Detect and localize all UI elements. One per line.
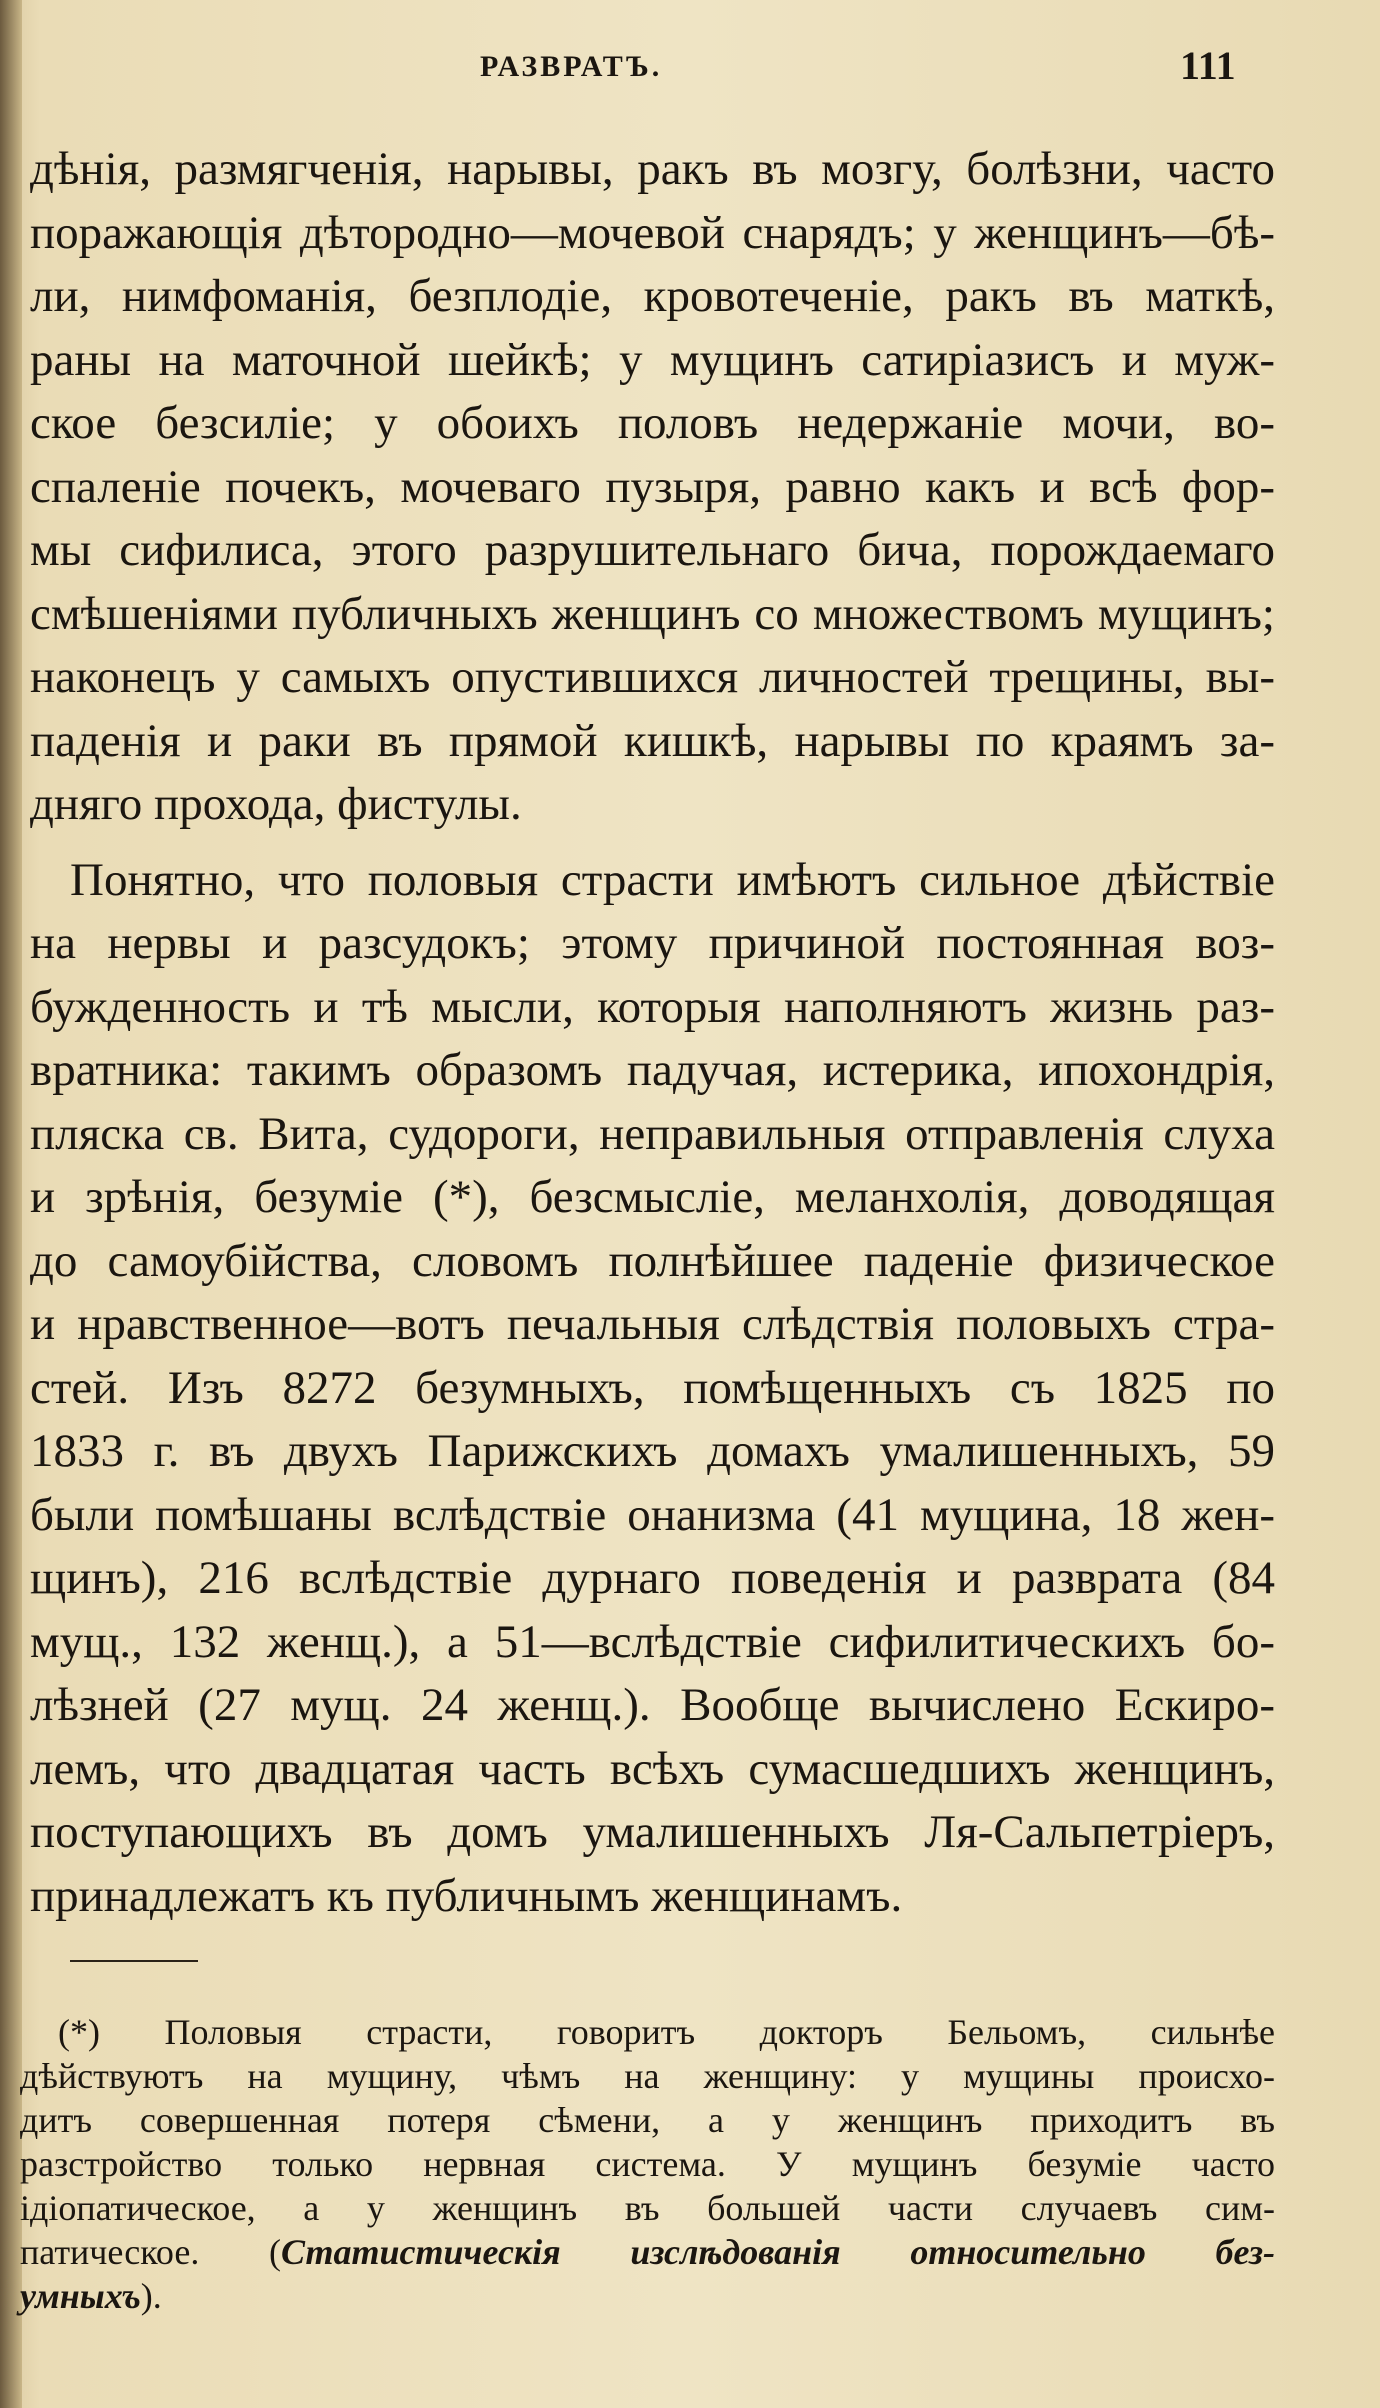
text-line: мы сифилиса, этого разрушительнаго бича, порождаемаго bbox=[30, 524, 1275, 576]
text-line: пляска св. Вита, судороги, неправильныя отправленія слуха bbox=[30, 1107, 1275, 1160]
footnote bbox=[20, 2010, 1275, 2318]
text-line: щинъ), 216 вслѣдствіе дурнаго поведенія и разврата (84 bbox=[30, 1552, 1275, 1604]
text-line: были помѣшаны вслѣдствіе онанизма (41 мущина, 18 жен- bbox=[30, 1488, 1275, 1541]
text-line: дняго прохода, фистулы. bbox=[30, 778, 522, 830]
footnote-line bbox=[20, 2230, 1275, 2274]
text-line: 1833 г. въ двухъ Парижскихъ домахъ умалишенныхъ, 59 bbox=[30, 1425, 1275, 1477]
footnote-text: патическое. ( bbox=[20, 2232, 281, 2272]
paragraph-2 bbox=[30, 849, 1275, 1929]
paragraph-gap bbox=[30, 837, 1275, 849]
footnote-line: разстройство только нервная система. У мущинъ безуміе часто bbox=[20, 2144, 1275, 2184]
text-line: Понятно, что половыя страсти имѣютъ сильное дѣйствіе bbox=[70, 853, 1275, 906]
text-line: лемъ, что двадцатая часть всѣхъ сумасшедшихъ женщинъ, bbox=[30, 1742, 1275, 1795]
main-text bbox=[30, 138, 1275, 1928]
text-line: принадлежатъ къ публичнымъ женщинамъ. bbox=[30, 1869, 903, 1922]
text-line: стей. Изъ 8272 безумныхъ, помѣщенныхъ съ 1825 по bbox=[30, 1361, 1275, 1414]
footnote-citation: Статистическія изслѣдованія относительно без- bbox=[281, 2232, 1275, 2272]
footnote-citation: умныхъ bbox=[20, 2276, 141, 2316]
footnote-line bbox=[20, 2274, 1275, 2318]
text-line: спаленіе почекъ, мочеваго пузыря, равно какъ и всѣ фор- bbox=[30, 460, 1275, 513]
text-line: ское безсиліе; у обоихъ половъ недержаніе мочи, во- bbox=[30, 397, 1275, 449]
text-line: дѣнія, размягченія, нарывы, ракъ въ мозгу, болѣзни, часто bbox=[30, 143, 1275, 195]
page-header bbox=[0, 42, 1380, 92]
text-line: раны на маточной шейкѣ; у мущинъ сатиріазисъ и муж- bbox=[30, 333, 1275, 386]
footnote-line: (*) Половыя страсти, говоритъ докторъ Бельомъ, сильнѣе bbox=[58, 2012, 1275, 2052]
text-line: смѣшеніями публичныхъ женщинъ со множествомъ мущинъ; bbox=[30, 587, 1275, 640]
book-spine-shadow bbox=[0, 0, 22, 2408]
text-line: и зрѣнія, безуміе (*), безсмысліе, меланхолія, доводящая bbox=[30, 1171, 1275, 1223]
page-number: 111 bbox=[1180, 43, 1236, 88]
footnote-line: дитъ совершенная потеря сѣмени, а у женщинъ приходитъ въ bbox=[20, 2100, 1275, 2140]
text-line: ли, нимфоманія, безплодіе, кровотеченіе, ракъ въ маткѣ, bbox=[30, 270, 1275, 322]
footnote-line: дѣйствуютъ на мущину, чѣмъ на женщину: у мущины происхо- bbox=[20, 2056, 1275, 2096]
text-line: лѣзней (27 мущ. 24 женщ.). Вообще вычислено Ескиро- bbox=[30, 1679, 1275, 1731]
footnote-text: ). bbox=[140, 2276, 162, 2316]
text-line: мущ., 132 женщ.), а 51—вслѣдствіе сифилитическихъ бо- bbox=[30, 1615, 1275, 1668]
paragraph-1 bbox=[30, 138, 1275, 837]
text-line: бужденность и тѣ мысли, которыя наполняютъ жизнь раз- bbox=[30, 980, 1275, 1033]
footnote-line: ідіопатическое, а у женщинъ въ большей части случаевъ сим- bbox=[20, 2188, 1275, 2228]
text-line: паденія и раки въ прямой кишкѣ, нарывы по краямъ за- bbox=[30, 714, 1275, 767]
text-line: до самоубійства, словомъ полнѣйшее паденіе физическое bbox=[30, 1234, 1275, 1287]
text-line: поступающихъ въ домъ умалишенныхъ Ля-Сальпетріеръ, bbox=[30, 1806, 1275, 1858]
text-line: поражающія дѣтородно—мочевой снарядъ; у женщинъ—бѣ- bbox=[30, 206, 1275, 259]
text-line: наконецъ у самыхъ опустившихся личностей трещины, вы- bbox=[30, 651, 1275, 703]
running-head: РАЗВРАТЪ. bbox=[480, 50, 663, 83]
text-line: на нервы и разсудокъ; этому причиной постоянная воз- bbox=[30, 917, 1275, 969]
text-line: и нравственное—вотъ печальныя слѣдствія половыхъ стра- bbox=[30, 1298, 1275, 1350]
footnote-rule bbox=[70, 1960, 198, 1962]
text-line: вратника: такимъ образомъ падучая, истерика, ипохондрія, bbox=[30, 1044, 1275, 1096]
